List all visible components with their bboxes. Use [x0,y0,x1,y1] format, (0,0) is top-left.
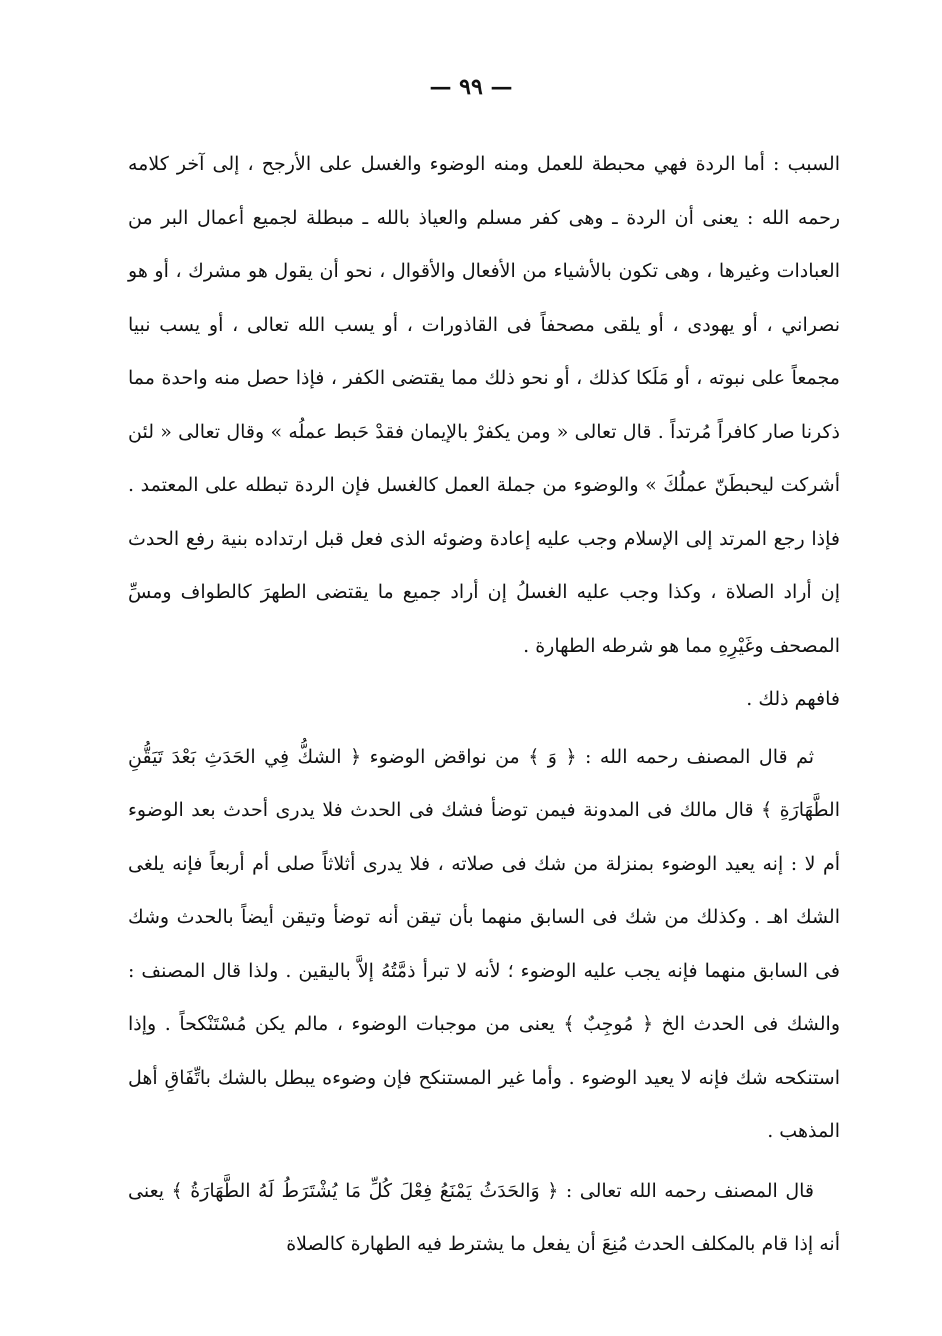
paragraph-apostasy-closing: فافهم ذلك . [746,688,840,710]
page-number: — ٩٩ — [429,74,513,100]
page-body [128,138,840,1272]
paragraph-doubt-in-hadath: ثم قال المصنف رحمه الله : ﴿ وَ ﴾ من نواقض الوضوء ﴿ الشكُّ فِي الحَدَثِ بَعْدَ تَيَقُّنِ الطَّهَارَةِ ﴾ قال مالك فى المدونة فيمن توضأ فشك فى الحدث فلا يدرى أحدث بعد الوضوء أم لا : إنه يعيد الوضوء بمنزلة من شك فى صلاته ، فلا يدرى أثلاثاً صلى أم أربعاً فإنه يلغى الشك اهـ . وكذلك من شك فى السابق منهما بأن تيقن أنه توضأ وتيقن أيضاً بالحدث وشك فى السابق منهما فإنه يجب عليه الوضوء ؛ لأنه لا تبرأ ذمَّتُهُ إلاَّ باليقين . ولذا قال المصنف : والشك فى الحدث الخ ﴿ مُوجِبٌ ﴾ يعنى من موجبات الوضوء ، مالم يكن مُسْتَنْكحاً . وإذا استنكحه شك فإنه لا يعيد الوضوء . وأما غير المستنكح فإن وضوءه يبطل بالشك باتِّفَاقِ أهل المذهب . [128,745,840,1142]
paragraph-hadath-prevents: قال المصنف رحمه الله تعالى : ﴿ وَالحَدَثُ يَمْنَعُ فِعْلَ كُلِّ مَا يُشْتَرَطُ لَهُ الطَّهَارَةُ ﴾ يعنى أنه إذا قام بالمكلف الحدث مُنِعَ أن يفعل ما يشترط فيه الطهارة كالصلاة [128,1179,840,1255]
paragraph-apostasy: السبب : أما الردة فهي محبطة للعمل ومنه الوضوء والغسل على الأرجح ، إلى آخر كلامه رحمه الله : يعنى أن الردة ـ وهى كفر مسلم والعياذ بالله ـ مبطلة لجميع أعمال البر من العبادات وغيرها ، وهى تكون بالأشياء من الأفعال والأقوال ، نحو أن يقول هو مشرك ، أو هو نصراني ، أو يهودى ، أو يلقى مصحفاً فى القاذورات ، أو يسب الله تعالى ، أو يسب نبيا مجمعاً على نبوته ، أو مَلَكا كذلك ، أو نحو ذلك مما يقتضى الكفر ، فإذا حصل منه واحدة مما ذكرنا صار كافراً مُرتداً . قال تعالى « ومن يكفرْ بالإيمان فقدْ حَبط عملُه » وقال تعالى « لئن أشركت ليحبطَنّ عملُكَ » والوضوء من جملة العمل كالغسل فإن الردة تبطله على المعتمد . فإذا رجع المرتد إلى الإسلام وجب عليه إعادة وضوئه الذى فعل قبل ارتداده بنية رفع الحدث إن أراد الصلاة ، وكذا وجب عليه الغسلُ إن أراد جميع ما يقتضى الطهرَ كالطواف ومسِّ المصحف وغَيْرِهِ مما هو شرطه الطهارة . [128,153,840,657]
